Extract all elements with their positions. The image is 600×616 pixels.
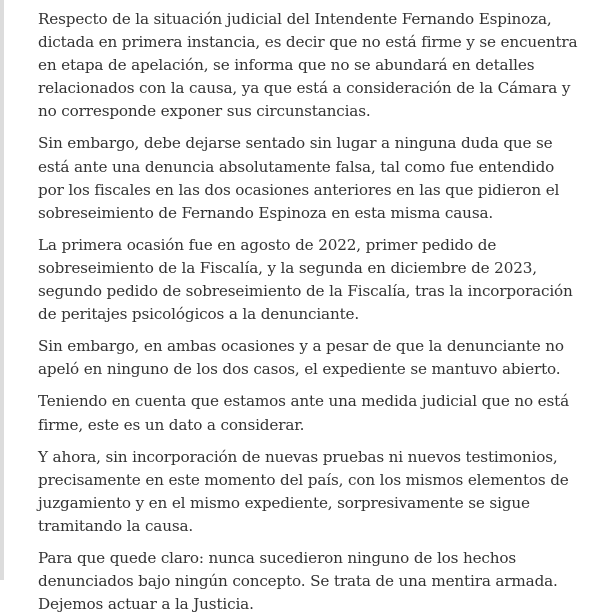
paragraph-5: Teniendo en cuenta que estamos ante una medida judicial que no está firme, este es un dato a considerar. [38, 392, 570, 434]
paragraph-2: Sin embargo, debe dejarse sentado sin lugar a ninguna duda que se está ante una denuncia absolutamente falsa, tal como fue entendido por los fiscales en las dos ocasiones anteriores en las que pidieron el sobreseimiento de Fernando Espinoza en esta misma causa. [38, 134, 560, 222]
paragraph-7: Para que quede claro: nunca sucedieron ninguno de los hechos denunciados bajo ningún concepto. Se trata de una mentira armada. Dejemos actuar a la Justicia. [38, 548, 558, 614]
paragraph-6: Y ahora, sin incorporación de nuevas pruebas ni nuevos testimonios, precisamente en este momento del país, con los mismos elementos de juzgamiento y en el mismo expediente, sorpresivamente se sigue tramitando la causa. [38, 447, 569, 535]
paragraph-4: Sin embargo, en ambas ocasiones y a pesar de que la denunciante no apeló en ninguno de los dos casos, el expediente se mantuvo abierto. [38, 337, 564, 379]
paragraph-1: Respecto de la situación judicial del Intendente Fernando Espinoza, dictada en primera instancia, es decir que no está firme y se encuentra en etapa de apelación, se informa que no se abundará en detalles relacionados con la causa, ya que está a consideración de la Cámara y no corresponde exponer sus circunstancias. [38, 10, 578, 121]
paragraph-3: La primera ocasión fue en agosto de 2022, primer pedido de sobreseimiento de la Fiscalía, y la segunda en diciembre de 2023, segundo pedido de sobreseimiento de la Fiscalía, tras la incorporación de peritajes psicológicos a la denunciante. [38, 235, 573, 324]
